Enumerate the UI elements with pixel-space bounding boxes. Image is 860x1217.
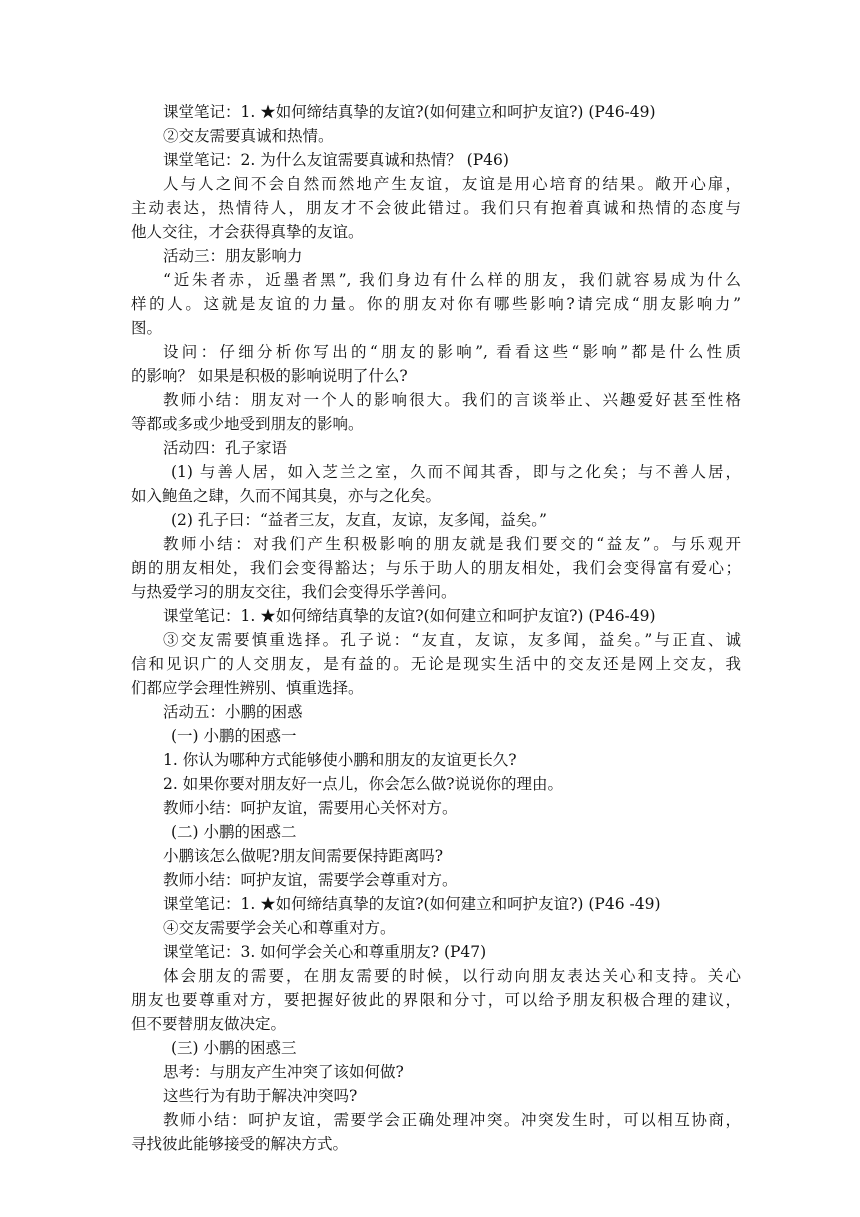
text-line: 课堂笔记：1. ★如何缔结真挚的友谊?(如何建立和呵护友谊?) (P46-49) [163,607,656,625]
text-line: 小鹏该怎么做呢?朋友间需要保持距离吗? [163,847,444,865]
text-line: ②交友需要真诚和热情。 [163,127,334,145]
text-line: 教师小结：呵护友谊，需要学会正确处理冲突。冲突发生时，可以相互协商， [163,1111,741,1129]
text-line: 朋友也要尊重对方，要把握好彼此的界限和分寸，可以给予朋友积极合理的建议， [131,991,741,1009]
text-line: (三) 小鹏的困惑三 [171,1039,297,1057]
text-line: 但不要替朋友做决定。 [131,1015,287,1033]
text-line: 人与人之间不会自然而然地产生友谊，友谊是用心培育的结果。敞开心扉， [163,175,741,193]
text-line: 课堂笔记：2. 为什么友谊需要真诚和热情？ (P46) [163,151,509,169]
text-line: 等都或多或少地受到朋友的影响。 [131,415,364,433]
text-line: 教师小结：朋友对一个人的影响很大。我们的言谈举止、兴趣爱好甚至性格 [163,391,741,409]
text-line: 活动四：孔子家语 [163,439,288,457]
text-line: (二) 小鹏的困惑二 [171,823,297,841]
text-line: 主动表达，热情待人，朋友才不会彼此错过。我们只有抱着真诚和热情的态度与 [131,199,741,217]
text-line: (2) 孔子曰：“益者三友，友直，友谅，友多闻，益矣。” [171,511,547,529]
text-line: (一) 小鹏的困惑一 [171,727,297,745]
text-line: 朗的朋友相处，我们会变得豁达；与乐于助人的朋友相处，我们会变得富有爱心； [131,559,741,577]
text-line: 活动三：朋友影响力 [163,247,303,265]
text-line: 课堂笔记：3. 如何学会关心和尊重朋友? (P47) [163,943,487,961]
text-line: 教师小结：呵护友谊，需要学会尊重对方。 [163,871,458,889]
text-line: 的影响？ 如果是积极的影响说明了什么? [131,367,408,385]
text-line: 图。 [131,319,163,337]
text-line: ③交友需要慎重选择。孔子说：“友直，友谅，友多闻，益矣。”与正直、诚 [163,631,741,649]
text-line: 如入鲍鱼之肆，久而不闻其臭，亦与之化矣。 [131,487,442,505]
text-line: 1. 你认为哪种方式能够使小鹏和朋友的友谊更长久? [163,751,517,769]
text-line: 2. 如果你要对朋友好一点儿，你会怎么做?说说你的理由。 [163,775,564,793]
text-line: 这些行为有助于解决冲突吗? [163,1087,358,1105]
text-line: 课堂笔记：1. ★如何缔结真挚的友谊?(如何建立和呵护友谊?) (P46-49) [163,103,656,121]
text-line: 教师小结：呵护友谊，需要用心关怀对方。 [163,799,458,817]
text-line: 设问：仔细分析你写出的“朋友的影响”, 看看这些“影响”都是什么性质 [163,343,741,361]
text-line: 样的人。这就是友谊的力量。你的朋友对你有哪些影响?请完成“朋友影响力” [131,295,741,313]
text-line: 与热爱学习的朋友交往，我们会变得乐学善问。 [131,583,457,601]
lesson-notes-body [131,100,741,1156]
text-line: “近朱者赤，近墨者黑”, 我们身边有什么样的朋友，我们就容易成为什么 [163,271,741,289]
text-line: 课堂笔记：1. ★如何缔结真挚的友谊?(如何建立和呵护友谊?) (P46 -49) [163,895,661,913]
text-line: 思考：与朋友产生冲突了该如何做? [163,1063,404,1081]
text-line: 寻找彼此能够接受的解决方式。 [131,1135,349,1153]
text-line: 活动五：小鹏的困惑 [163,703,303,721]
text-line: 他人交往，才会获得真挚的友谊。 [131,223,364,241]
text-line: 体会朋友的需要，在朋友需要的时候，以行动向朋友表达关心和支持。关心 [163,967,741,985]
text-line: ④交友需要学会关心和尊重对方。 [163,919,396,937]
text-line: (1) 与善人居，如入芝兰之室，久而不闻其香，即与之化矣；与不善人居， [171,463,741,481]
text-line: 教师小结：对我们产生积极影响的朋友就是我们要交的“益友”。与乐观开 [163,535,741,553]
text-line: 信和见识广的人交朋友，是有益的。无论是现实生活中的交友还是网上交友，我 [131,655,741,673]
text-line: 们都应学会理性辨别、慎重选择。 [131,679,364,697]
